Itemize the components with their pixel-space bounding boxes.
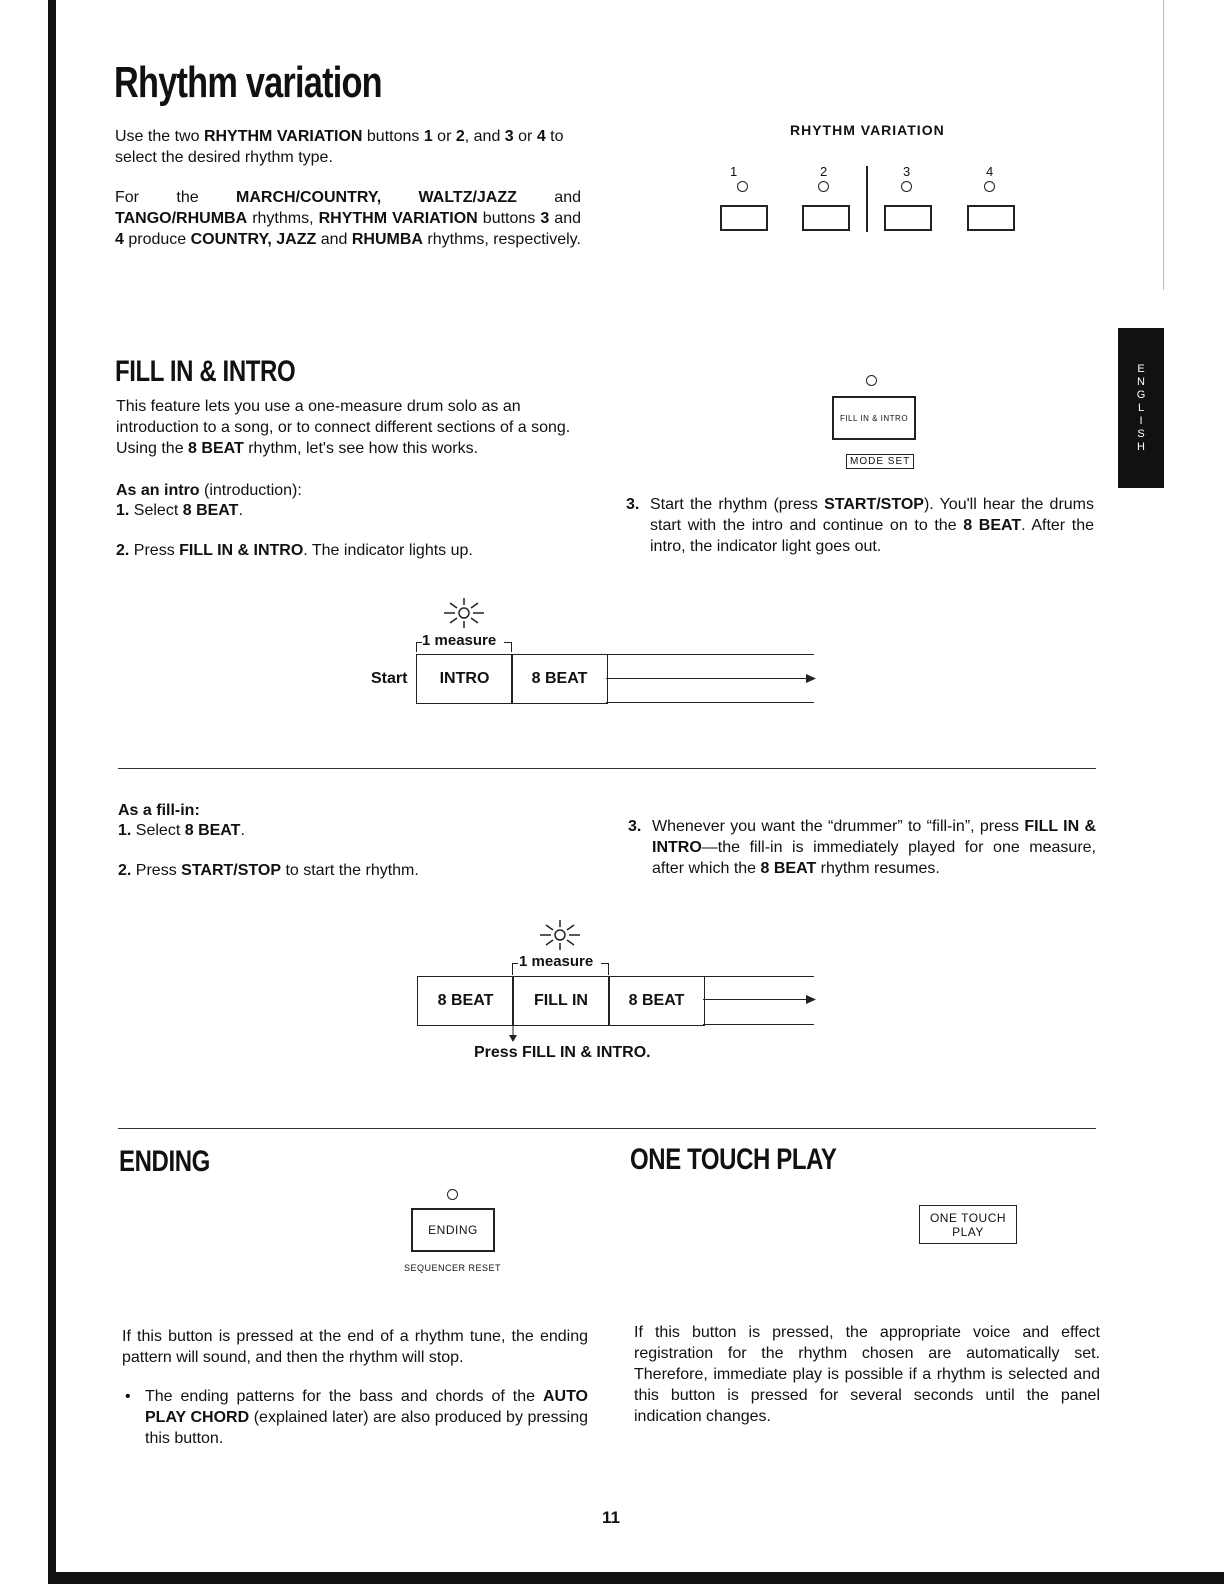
- fill-in-intro-description: This feature lets you use a one-measure drum solo as an introduction to a song, or to connect different sections of a song. Using the 8 BEAT rhythm, let's see how this works.: [116, 398, 571, 457]
- language-tab-label: ENGLISH: [1135, 362, 1147, 454]
- fill-in-cell: FILL IN: [512, 976, 610, 1026]
- intro-step-3-number: 3.: [626, 496, 640, 513]
- ending-para: If this button is pressed at the end of a rhythm tune, the ending pattern will sound, and then the rhythm will stop.: [122, 1328, 588, 1366]
- rv-button-2-number: 2: [820, 164, 828, 179]
- ending-panel-button[interactable]: [411, 1208, 495, 1252]
- as-intro-heading: As an intro (introduction):: [116, 482, 302, 499]
- page-border-right: [1163, 0, 1164, 290]
- page-number: 11: [602, 1508, 620, 1527]
- fill-measure-bracket-top-right: [601, 963, 608, 964]
- page-border-bottom: [48, 1572, 1224, 1584]
- fill-in-intro-title: FILL IN & INTRO: [115, 355, 296, 388]
- intro-cell: INTRO: [416, 654, 513, 704]
- rhythm-variation-para2: For the MARCH/COUNTRY, WALTZ/JAZZ and TANGO/RHUMBA rhythms, RHYTHM VARIATION buttons 3 and 4 produce COUNTRY, JAZZ and RHUMBA rhythms, respectively.: [115, 189, 582, 248]
- page-border-left: [48, 0, 56, 1584]
- one-touch-play-panel-button[interactable]: [919, 1205, 1017, 1244]
- ending-bullet-icon: •: [125, 1388, 131, 1405]
- arrow-right-icon: [806, 995, 816, 1004]
- intro-step-3: Start the rhythm (press START/STOP). You'll hear the drums start with the intro and continue on to the 8 BEAT. After the intro, the indicator light goes out.: [650, 496, 1095, 555]
- measure-bracket-left: [416, 642, 417, 652]
- ending-title: ENDING: [119, 1145, 210, 1178]
- ending-bullet: The ending patterns for the bass and chords of the AUTO PLAY CHORD (explained later) are also produced by pressing this button.: [145, 1388, 588, 1447]
- mode-set-label: MODE SET: [846, 454, 914, 469]
- fill-8beat-cell-2: 8 BEAT: [608, 976, 705, 1026]
- one-touch-play-label-line2: PLAY: [952, 1224, 984, 1239]
- one-touch-play-label-line1: ONE TOUCH: [929, 1210, 1007, 1225]
- sequencer-reset-label: SEQUENCER RESET: [404, 1263, 502, 1273]
- fill-measure-label: 1 measure: [519, 953, 594, 970]
- indicator-light-icon: [438, 596, 494, 630]
- fill-measure-bracket-top-left: [512, 963, 518, 964]
- intro-timeline-bottom: [606, 702, 814, 703]
- ending-panel-label: ENDING: [428, 1223, 478, 1237]
- rv-button-4-number: 4: [986, 164, 994, 179]
- rv-divider: [866, 166, 868, 232]
- fill-in-step-3: Whenever you want the “drummer” to “fill-in”, press FILL IN & INTRO—the fill-in is immediately played for one measure, after which the 8 BEAT rhythm resumes.: [652, 818, 1097, 877]
- fill-measure-bracket-right: [608, 963, 609, 975]
- ending-led: [447, 1189, 458, 1200]
- section-divider-1: [118, 768, 1096, 769]
- as-fill-in-heading: As a fill-in:: [118, 802, 200, 819]
- rv-button-1-number: 1: [730, 164, 738, 179]
- rhythm-variation-title: Rhythm variation: [114, 58, 382, 107]
- arrow-right-icon: [806, 674, 816, 683]
- fill-in-intro-panel-label: FILL IN & INTRO: [839, 413, 909, 423]
- rv-button-3-number: 3: [903, 164, 911, 179]
- measure-bracket-top-right: [504, 642, 511, 643]
- indicator-light-icon: [534, 918, 590, 952]
- rhythm-variation-button-1[interactable]: [720, 205, 768, 231]
- measure-bracket-right: [511, 642, 512, 652]
- rhythm-variation-button-4[interactable]: [967, 205, 1015, 231]
- fill-in-step-1: 1. Select 8 BEAT.: [118, 822, 245, 839]
- intro-start-label: Start: [371, 670, 408, 687]
- section-divider-2: [118, 1128, 1096, 1129]
- rhythm-variation-button-2[interactable]: [802, 205, 850, 231]
- intro-step-2: 2. Press FILL IN & INTRO. The indicator lights up.: [116, 542, 473, 559]
- one-touch-play-title: ONE TOUCH PLAY: [630, 1143, 837, 1176]
- rv-button-4-led: [984, 181, 995, 192]
- fill-in-intro-led: [866, 375, 877, 386]
- fill-in-step-2: 2. Press START/STOP to start the rhythm.: [118, 862, 419, 879]
- press-fill-in-label: Press FILL IN & INTRO.: [474, 1044, 651, 1061]
- fill-timeline-bottom: [703, 1024, 814, 1025]
- intro-measure-label: 1 measure: [422, 632, 497, 649]
- fill-8beat-cell-1: 8 BEAT: [417, 976, 514, 1026]
- intro-8beat-cell: 8 BEAT: [511, 654, 608, 704]
- rv-button-3-led: [901, 181, 912, 192]
- fill-timeline-arrow-line: [703, 999, 810, 1000]
- rhythm-variation-button-3[interactable]: [884, 205, 932, 231]
- intro-timeline-arrow-line: [606, 678, 810, 679]
- fill-in-step-3-number: 3.: [628, 818, 642, 835]
- fill-timeline-top: [703, 976, 814, 977]
- arrow-down-icon: [508, 1024, 518, 1042]
- intro-step-1: 1. Select 8 BEAT.: [116, 502, 243, 519]
- one-touch-play-para: If this button is pressed, the appropriate voice and effect registration for the rhythm chosen are automatically set. Therefore, immediate play is possible if a rhythm is selected and this button is pressed for several seconds until the panel indication changes.: [634, 1324, 1100, 1425]
- fill-measure-bracket-left: [512, 963, 513, 975]
- rv-button-2-led: [818, 181, 829, 192]
- rv-button-1-led: [737, 181, 748, 192]
- intro-timeline-top: [606, 654, 814, 655]
- fill-in-intro-panel-button[interactable]: [832, 396, 916, 440]
- rhythm-variation-para1: Use the two RHYTHM VARIATION buttons 1 or 2, and 3 or 4 to select the desired rhythm type.: [115, 128, 564, 166]
- rhythm-variation-panel-caption: RHYTHM VARIATION: [790, 122, 945, 138]
- language-tab: [1118, 328, 1164, 488]
